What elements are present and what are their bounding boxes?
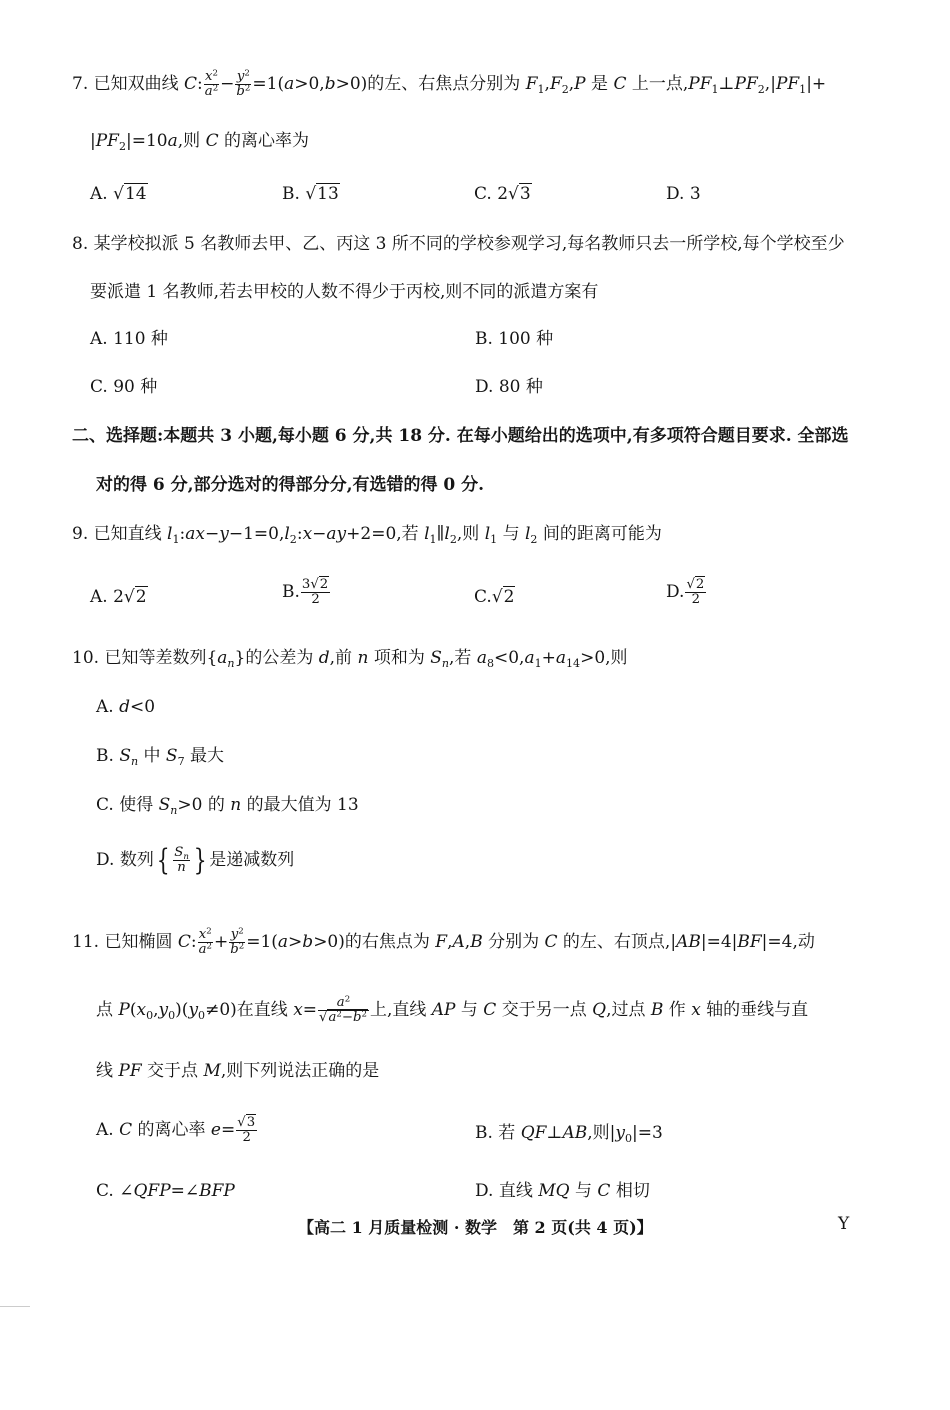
- q10-text: ,则: [605, 648, 628, 668]
- q10-text: }的公差为: [234, 648, 319, 668]
- q11-option-c: C. ∠QFP=∠BFP: [96, 1181, 235, 1201]
- q9-text: 与: [497, 524, 525, 544]
- q7-text: 上一点,: [626, 73, 689, 94]
- q11-text: 交于点: [141, 1061, 204, 1081]
- q9-option-d: [666, 578, 707, 607]
- q7-option-label: C.: [474, 184, 492, 204]
- q10-option-label: A.: [96, 697, 114, 717]
- scan-edge-line: [0, 1306, 30, 1307]
- q10-text: 最大: [184, 746, 224, 766]
- q7-option-b: B. √13: [282, 184, 339, 204]
- q8-line2: 要派遣 1 名教师,若去甲校的人数不得少于丙校,则不同的派遣方案有: [90, 282, 599, 302]
- q11-text: ,则下列说法正确的是: [220, 1061, 380, 1081]
- q10-text: 是递减数列: [209, 849, 295, 870]
- q8-option-a: A. 110 种: [90, 329, 168, 349]
- q7-text: ,则: [177, 131, 206, 151]
- q11-option-label: C.: [96, 1181, 114, 1201]
- q11-text: 分别为: [482, 931, 545, 952]
- q11-text: |=4,动: [761, 931, 815, 952]
- fraction: $\frac{3√2}{2}$: [301, 577, 329, 607]
- q11-option-d: D. 直线 MQ 与 C 相切: [475, 1181, 650, 1201]
- q11-text: 的右焦点为: [344, 931, 436, 952]
- q8-line1: 8. 某学校拟派 5 名教师去甲、乙、丙这 3 所不同的学校参观学习,每名教师只去一所学校,每个学校至少: [72, 234, 845, 254]
- q10-text: ,若: [449, 648, 477, 668]
- q9-text: 间的距离可能为: [537, 524, 662, 544]
- q10-text: 项和为: [368, 648, 431, 668]
- fraction: $\frac{a^2}{√a^2-b^2}$: [319, 994, 367, 1025]
- q11-text: 与: [455, 999, 484, 1020]
- section-2-heading: 二、选择题:本题共 3 小题,每小题 6 分,共 18 分. 在每小题给出的选项中,有多项符合题目要求. 全部选: [72, 426, 849, 446]
- q7-text: 是: [585, 73, 614, 94]
- q8-option-b: B. 100 种: [475, 329, 554, 349]
- q11-text: 作: [663, 999, 692, 1020]
- q11-option-label: B. 若: [475, 1123, 521, 1143]
- fraction: $\frac{S_n}{n}$: [174, 845, 189, 875]
- q11-lead: 11. 已知椭圆: [72, 931, 178, 952]
- q11-option-label: A.: [96, 1119, 120, 1140]
- q10-line1: 10. 已知等差数列$\{a_n\}$的公差为 d,前 n 项和为 $S_n$,若 $a_8<0,a_1+a_{14}>0$,则: [72, 648, 628, 670]
- q11-text: 线: [96, 1061, 119, 1081]
- q9-line1: 9. 已知直线 $l_1:ax-y-1=0,l_2:x-ay+2=0$,若 $l_1\parallel l_2$,则 $l_1$ 与 $l_2$ 间的距离可能为: [72, 524, 662, 546]
- q9-text: ,若: [396, 524, 425, 544]
- q7-line1: 7. 已知双曲线 C: $\frac{x^2}{a^2}$ − $\frac{y^2}{b^2}$ =1(a>0,b>0)的左、右焦点分别为 $F_1,F_2,P$ 是 C 上一点$,PF_1\perp PF_2,|PF_1|+$: [72, 68, 827, 99]
- q11-text: ,过点: [606, 999, 651, 1020]
- q9-option-label: B.: [282, 581, 300, 602]
- fraction: $\frac{y^2}{b^2}$: [236, 68, 251, 99]
- q8-option-c: C. 90 种: [90, 377, 158, 397]
- q7-option-a: A. √14: [90, 184, 147, 204]
- q10-text: 中: [138, 746, 166, 766]
- q11-text: ,则|: [587, 1123, 616, 1143]
- q7-text: 的左、右焦点分别为: [367, 73, 526, 94]
- q7-option-c: C. 2√3: [474, 184, 531, 204]
- q11-text: 在直线: [236, 999, 294, 1020]
- fraction: $\frac{√2}{2}$: [686, 577, 705, 607]
- q9-option-a: A. 2√2: [90, 587, 147, 607]
- q11-line3: 线 PF 交于点 M,则下列说法正确的是: [96, 1061, 380, 1081]
- q11-option-b: B. 若 QF⊥AB,则$|y_0|=3$: [475, 1123, 663, 1145]
- q10-option-c: C. 使得 $S_n>0$ 的 n 的最大值为 13: [96, 795, 359, 817]
- page-footer: 【高二 1 月质量检测 · 数学 第 2 页(共 4 页)】: [298, 1218, 653, 1237]
- q7-lead: 7. 已知双曲线: [72, 73, 185, 94]
- q9-option-c: C.√2: [474, 587, 515, 607]
- fraction: $\frac{x^2}{a^2}$: [204, 68, 219, 99]
- q11-option-label: D. 直线: [475, 1181, 539, 1201]
- q7-option-d: D. 3: [666, 184, 701, 204]
- q7-option-label: B.: [282, 184, 300, 204]
- q9-option-b: [282, 578, 331, 607]
- q7-text: 的离心率为: [218, 131, 309, 151]
- q10-option-label: C. 使得: [96, 795, 159, 815]
- q11-option-a: A. C 的离心率 e= $\frac{√3}{2}$: [96, 1115, 256, 1145]
- fraction: $\frac{x^2}{a^2}$: [198, 926, 212, 957]
- q11-text: 交于另一点: [496, 999, 593, 1020]
- q11-line1: 11. 已知椭圆 C: $\frac{x^2}{a^2}$ + $\frac{y^2}{b^2}$ =1(a>b>0)的右焦点为 F,A,B 分别为 C 的左、右顶点,|AB|=4|BF|=4,动: [72, 926, 815, 957]
- q11-text: |=4|: [700, 931, 738, 952]
- q7-option-label: A.: [90, 184, 108, 204]
- section-2-heading-cont: 对的得 6 分,部分选对的得部分分,有选错的得 0 分.: [96, 475, 485, 495]
- q11-text: 的离心率: [132, 1119, 211, 1140]
- fraction: $\frac{y^2}{b^2}$: [230, 926, 245, 957]
- q7-line2: $|PF_2|=10a$,则 C 的离心率为: [90, 131, 309, 153]
- q11-text: 点: [96, 999, 119, 1020]
- q8-option-d: D. 80 种: [475, 377, 543, 397]
- q10-lead: 10. 已知等差数列{: [72, 648, 218, 668]
- q11-text: 的左、右顶点,|: [557, 931, 677, 952]
- q11-text: 相切: [610, 1181, 650, 1201]
- version-mark: Y: [838, 1214, 850, 1234]
- fraction: $\frac{√3}{2}$: [237, 1115, 256, 1145]
- q11-text: |=3: [632, 1123, 663, 1143]
- q10-option-b: B. $S_n$ 中 $S_7$ 最大: [96, 746, 224, 768]
- q10-text: 的: [202, 795, 231, 815]
- q11-line2: 点 $P(x_0,y_0)(y_0\ne 0)$在直线 x= $\frac{a^2}{√a^2-b^2}$ 上,直线 AP 与 C 交于另一点 Q,过点 B 作 x 轴的垂线与直: [96, 994, 809, 1025]
- q10-option-label: D. 数列: [96, 849, 154, 870]
- q9-option-label: C.: [474, 587, 492, 607]
- q9-option-label: A.: [90, 587, 108, 607]
- q10-option-a: A. d<0: [96, 697, 156, 717]
- q11-text: 与: [569, 1181, 598, 1201]
- q9-lead: 9. 已知直线: [72, 524, 168, 544]
- q10-option-label: B.: [96, 746, 114, 766]
- q10-text: ,前: [329, 648, 358, 668]
- q11-text: 轴的垂线与直: [700, 999, 809, 1020]
- q10-text: 的最大值为 13: [241, 795, 359, 815]
- q7-text: |=10: [126, 131, 168, 151]
- q10-option-d: D. 数列{ $\frac{S_n}{n}$ } 是递减数列: [96, 843, 295, 877]
- q11-text: 上,直线: [369, 999, 432, 1020]
- q9-option-label: D.: [666, 581, 685, 602]
